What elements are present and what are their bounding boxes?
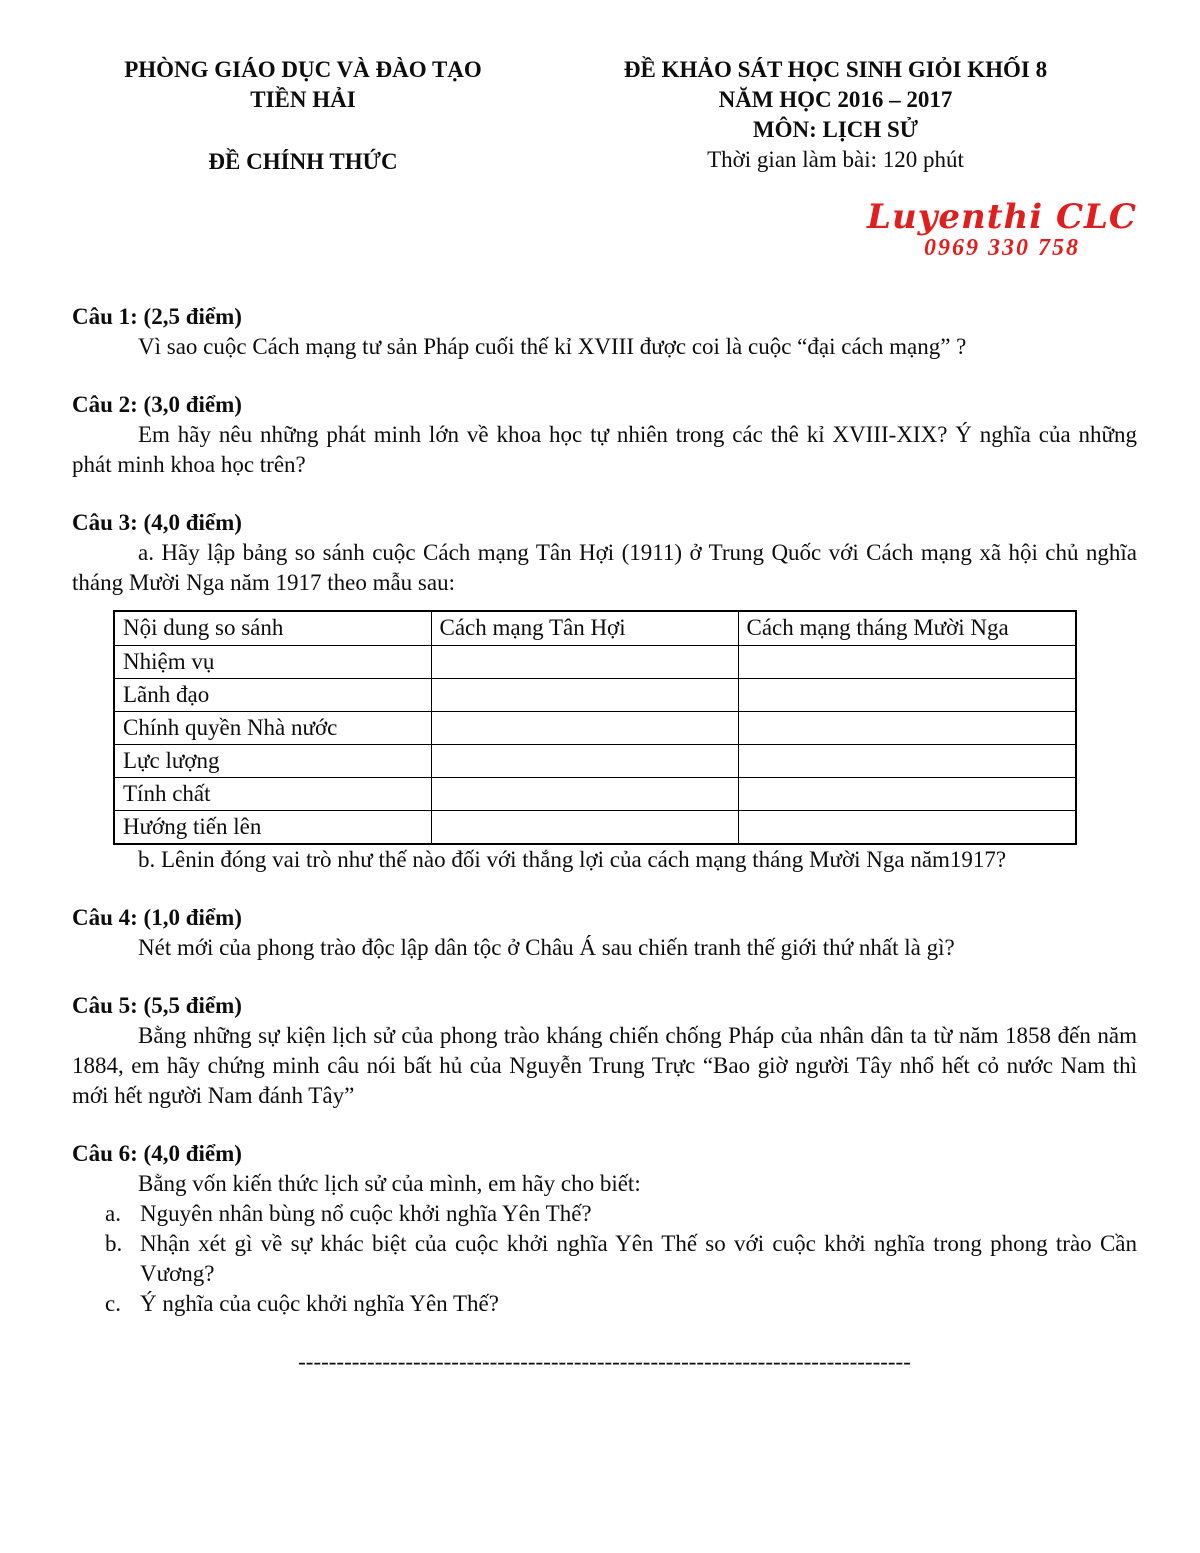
question-3 — [72, 508, 1137, 875]
official-exam-label: ĐỀ CHÍNH THỨC — [208, 149, 398, 174]
question-6-sublist — [105, 1199, 1137, 1319]
question-6-label: Câu 6: (4,0 điểm) — [72, 1140, 242, 1166]
table-row — [114, 744, 1076, 777]
answer-cell — [738, 777, 1076, 810]
table-row — [114, 810, 1076, 844]
list-item — [105, 1199, 1137, 1229]
answer-cell — [431, 777, 738, 810]
list-item — [105, 1289, 1137, 1319]
question-2-label: Câu 2: (3,0 điểm) — [72, 392, 242, 417]
table-row — [114, 678, 1076, 711]
answer-cell — [431, 810, 738, 844]
list-item-marker: a. — [105, 1200, 121, 1226]
question-3-part-a: a. Hãy lập bảng so sánh cuộc Cách mạng Tân Hợi (1911) ở Trung Quốc với Cách mạng xã hội chủ nghĩa tháng Mười Nga năm 1917 theo mẫu sau: — [72, 540, 1137, 595]
row-label-luc-luong: Lực lượng — [114, 744, 431, 777]
answer-cell — [431, 711, 738, 744]
table-row — [114, 711, 1076, 744]
authority-department: PHÒNG GIÁO DỤC VÀ ĐÀO TẠO — [124, 57, 482, 82]
answer-cell — [738, 678, 1076, 711]
question-1-text: Vì sao cuộc Cách mạng tư sản Pháp cuối thế kỉ XVIII được coi là cuộc “đại cách mạng” ? — [138, 334, 967, 359]
question-4-text: Nét mới của phong trào độc lập dân tộc ở Châu Á sau chiến tranh thế giới thứ nhất là gì? — [138, 934, 955, 960]
list-item-text: Nguyên nhân bùng nổ cuộc khởi nghĩa Yên Thế? — [140, 1200, 592, 1226]
row-label-tinh-chat: Tính chất — [114, 777, 431, 810]
school-year: NĂM HỌC 2016 – 2017 — [718, 87, 953, 112]
answer-cell — [738, 744, 1076, 777]
question-5-text: Bằng những sự kiện lịch sử của phong trào kháng chiến chống Pháp của nhân dân ta từ năm 1858 đến năm 1884, em hãy chứng minh câu nói bất hủ của Nguyễn Trung Trực “Bao giờ người Tây nhổ hết cỏ nước Nam thì mới hết người Nam đánh Tây” — [72, 1022, 1137, 1108]
list-item-text: Ý nghĩa của cuộc khởi nghĩa Yên Thế? — [140, 1290, 499, 1316]
question-2-text: Em hãy nêu những phát minh lớn về khoa học tự nhiên trong các thê kỉ XVIII-XIX? Ý nghĩa của những phát minh khoa học trên? — [72, 422, 1137, 477]
exam-title: ĐỀ KHẢO SÁT HỌC SINH GIỎI KHỐI 8 — [623, 57, 1048, 82]
question-5 — [72, 991, 1137, 1111]
answer-cell — [431, 744, 738, 777]
luyenthi-clc-logo — [867, 199, 1137, 262]
subject-line: MÔN: LỊCH SỬ — [752, 117, 919, 142]
answer-cell — [738, 711, 1076, 744]
question-4 — [72, 903, 1137, 963]
question-4-label: Câu 4: (1,0 điểm) — [72, 904, 242, 930]
question-6-intro: Bằng vốn kiến thức lịch sử của mình, em hãy cho biết: — [138, 1170, 641, 1196]
logo-row — [72, 199, 1137, 262]
row-label-nhiem-vu: Nhiệm vụ — [114, 645, 431, 678]
question-3-part-b: b. Lênin đóng vai trò như thế nào đối với thắng lợi của cách mạng tháng Mười Nga năm1917? — [138, 846, 1007, 872]
table-header-muoi-nga: Cách mạng tháng Mười Nga — [738, 611, 1076, 645]
exam-body — [72, 302, 1137, 1377]
time-limit: Thời gian làm bài: 120 phút — [707, 147, 964, 172]
answer-cell — [431, 678, 738, 711]
question-2 — [72, 390, 1137, 480]
question-1 — [72, 302, 1137, 362]
end-of-exam-separator: -------------------------------------------------------------------------------- — [298, 1348, 911, 1374]
table-header-criteria: Nội dung so sánh — [114, 611, 431, 645]
answer-cell — [431, 645, 738, 678]
answer-cell — [738, 645, 1076, 678]
comparison-table — [113, 610, 1077, 845]
list-item — [105, 1229, 1137, 1289]
question-1-label: Câu 1: (2,5 điểm) — [72, 304, 242, 329]
issuing-authority-block — [72, 55, 534, 177]
exam-title-block — [534, 55, 1137, 177]
answer-cell — [738, 810, 1076, 844]
logo-name-text: Luyenthi CLC — [867, 197, 1137, 237]
document-header — [72, 55, 1137, 177]
question-5-label: Câu 5: (5,5 điểm) — [72, 992, 242, 1018]
table-row — [114, 777, 1076, 810]
list-item-marker: b. — [105, 1230, 123, 1256]
table-row — [114, 645, 1076, 678]
table-header-row — [114, 611, 1076, 645]
row-label-huong-tien-len: Hướng tiến lên — [114, 810, 431, 844]
row-label-lanh-dao: Lãnh đạo — [114, 678, 431, 711]
list-item-marker: c. — [105, 1290, 121, 1316]
authority-district: TIỀN HẢI — [250, 87, 356, 112]
question-6 — [72, 1139, 1137, 1319]
table-header-tan-hoi: Cách mạng Tân Hợi — [431, 611, 738, 645]
list-item-text: Nhận xét gì về sự khác biệt của cuộc khởi nghĩa Yên Thế so với cuộc khởi nghĩa trong phong trào Cần Vương? — [140, 1230, 1137, 1286]
question-3-label: Câu 3: (4,0 điểm) — [72, 510, 242, 535]
logo-phone-number: 0969 330 758 — [924, 235, 1081, 261]
row-label-chinh-quyen: Chính quyền Nhà nước — [114, 711, 431, 744]
